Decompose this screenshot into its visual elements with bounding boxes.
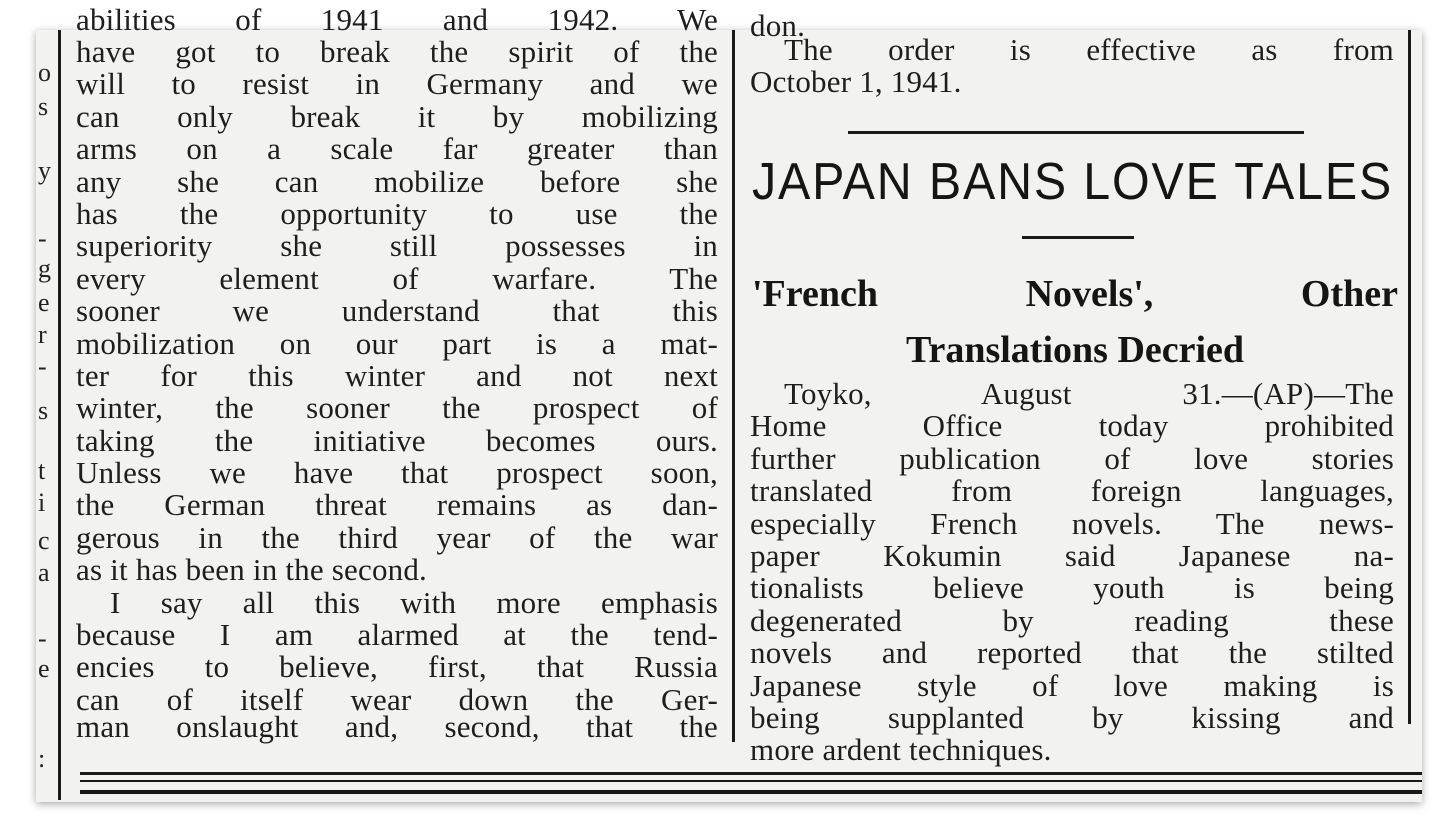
rule-below-headline — [1022, 236, 1134, 239]
text-line: every element of warfare. The — [76, 260, 718, 296]
text-line: paper Kokumin said Japanese na- — [750, 537, 1394, 573]
edge-fragment: e — [38, 654, 50, 683]
cut-line-top: abilities of 1941 and 1942. We — [76, 2, 718, 37]
text-line: can of itself wear down the Ger- — [76, 681, 718, 717]
edge-fragment: - — [38, 224, 47, 253]
column-rule-right — [1408, 30, 1411, 724]
left-article-column — [76, 2, 718, 745]
text-line: tionalists believe youth is being — [750, 570, 1394, 606]
subhead-line-2: Translations Decried — [905, 329, 1245, 371]
edge-fragment: : — [38, 744, 46, 773]
edge-fragment: y — [38, 156, 51, 185]
text-line: superiority she still possesses in — [76, 228, 718, 264]
text-line: Unless we have that prospect soon, — [76, 455, 718, 491]
text-line: more ardent techniques. — [750, 732, 1052, 768]
right-article-column — [750, 8, 1394, 100]
text-line: man onslaught and, second, that the — [76, 709, 718, 745]
bottom-rule-3 — [80, 790, 1422, 794]
order-line-2: October 1, 1941. — [750, 64, 962, 100]
text-line: being supplanted by kissing and — [750, 699, 1394, 735]
japan-article-body — [750, 378, 1394, 767]
text-line: can only break it by mobilizing — [76, 98, 718, 134]
text-line: degenerated by reading these — [750, 602, 1394, 638]
text-line: I say all this with more emphasis — [110, 584, 718, 620]
text-line: mobilization on our part is a mat- — [76, 325, 718, 361]
edge-fragment: - — [38, 624, 47, 653]
text-line: because I am alarmed at the tend- — [76, 617, 718, 653]
edge-fragment: g — [38, 254, 51, 283]
text-line: winter, the sooner the prospect of — [76, 390, 718, 426]
text-line: sooner we understand that this — [76, 293, 718, 329]
column-rule-center — [732, 30, 735, 742]
text-line: as it has been in the second. — [76, 552, 428, 588]
edge-fragment: e — [38, 288, 50, 317]
edge-fragment: i — [38, 488, 46, 517]
bottom-rule-2 — [80, 780, 1422, 782]
column-rule-left — [58, 30, 61, 800]
text-line: taking the initiative becomes ours. — [76, 422, 718, 458]
text-line: encies to believe, first, that Russia — [76, 649, 718, 685]
text-line: arms on a scale far greater than — [76, 131, 718, 167]
text-line: novels and reported that the stilted — [750, 635, 1394, 671]
edge-fragment: c — [38, 526, 50, 555]
bottom-rule-1 — [80, 772, 1422, 775]
text-line: will to resist in Germany and we — [76, 66, 718, 102]
edge-fragment: r — [38, 320, 47, 349]
left-edge-fragments — [36, 30, 56, 802]
edge-fragment: a — [38, 558, 50, 587]
edge-fragment: s — [38, 396, 49, 425]
edge-fragment: t — [38, 456, 46, 485]
text-line: has the opportunity to use the — [76, 195, 718, 231]
subheadline — [752, 266, 1398, 378]
text-line: gerous in the third year of the war — [76, 519, 718, 555]
text-line: especially French novels. The news- — [750, 505, 1394, 541]
text-line: Home Office today prohibited — [750, 408, 1394, 444]
text-line: ter for this winter and not next — [76, 357, 718, 393]
text-line: translated from foreign languages, — [750, 473, 1394, 509]
subhead-line-1: 'French Novels', Other — [752, 273, 1398, 315]
text-line: any she can mobilize before she — [76, 163, 718, 199]
headline: JAPAN BANS LOVE TALES — [752, 153, 1394, 211]
edge-fragment: o — [38, 58, 51, 87]
cut-line-top-right: don. — [750, 8, 806, 43]
edge-fragment: - — [38, 352, 47, 381]
text-line: further publication of love stories — [750, 440, 1394, 476]
text-line: Japanese style of love making is — [750, 667, 1394, 703]
text-line: the German threat remains as dan- — [76, 487, 718, 523]
rule-above-headline — [848, 131, 1304, 134]
edge-fragment: s — [38, 92, 49, 121]
text-line: have got to break the spirit of the — [76, 34, 718, 69]
order-line-1: The order is effective as from — [784, 32, 1394, 67]
text-line: Toyko, August 31.—(AP)—The — [784, 376, 1394, 411]
newspaper-clipping — [36, 2, 1422, 802]
